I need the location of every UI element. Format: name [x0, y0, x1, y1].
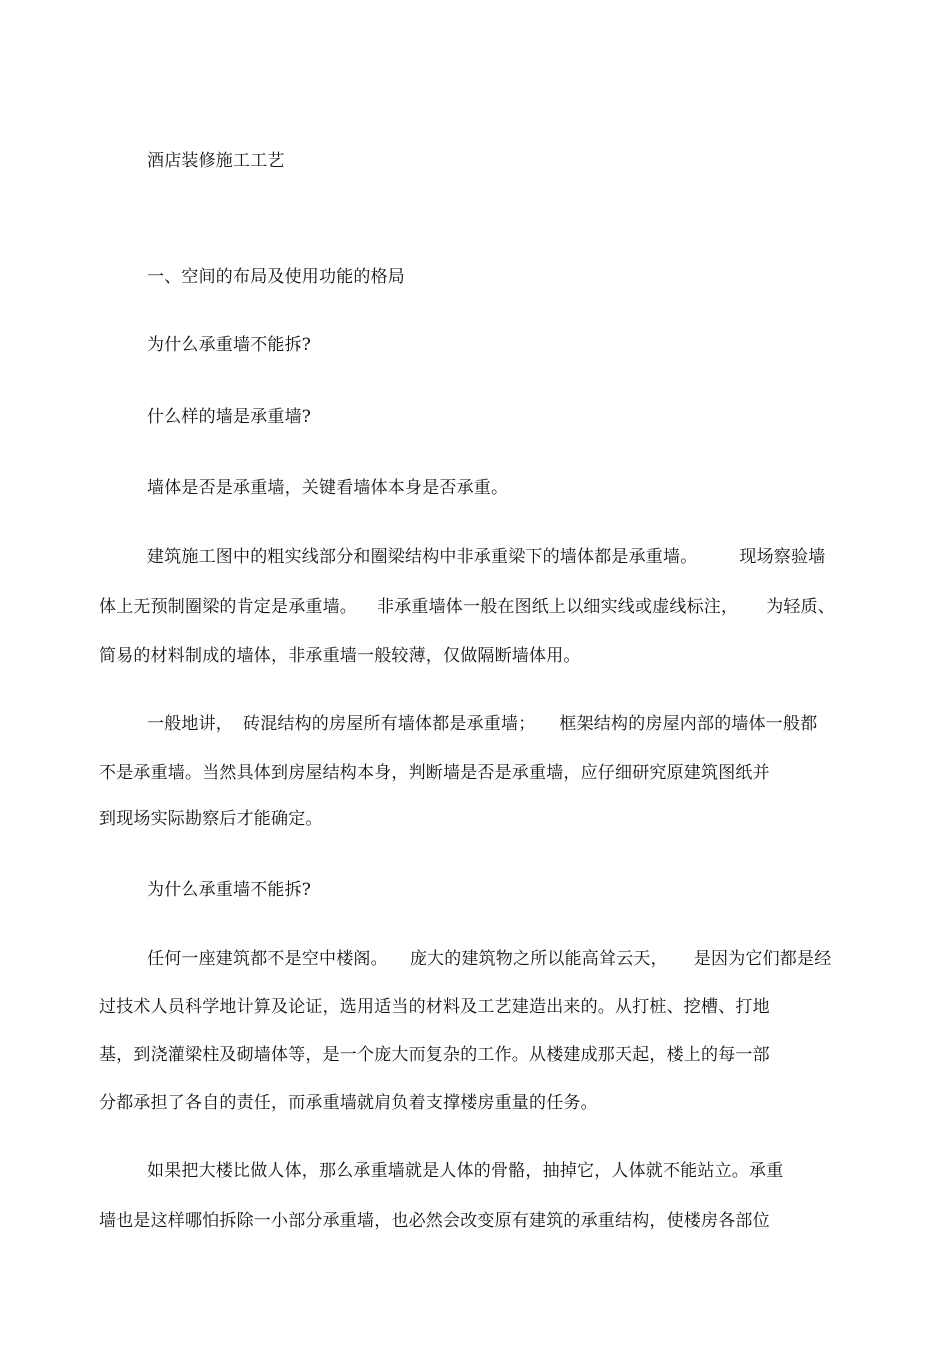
section-heading: 一、空间的布局及使用功能的格局	[147, 267, 405, 287]
paragraph-5-line-2: 墙也是这样哪怕拆除一小部分承重墙，也必然会改变原有建筑的承重结构，使楼房各部位	[99, 1211, 770, 1231]
paragraph-4-line-1	[147, 948, 831, 970]
paragraph-2-line-2-part-c: 为轻质、	[766, 597, 836, 617]
paragraph-4-line-1-part-c: 是因为它们都是经	[693, 949, 832, 969]
document-title: 酒店装修施工工艺	[147, 151, 285, 171]
paragraph-3-line-1	[147, 713, 817, 735]
paragraph-4-line-1-part-b: 庞大的建筑物之所以能高耸云天，	[409, 949, 668, 969]
paragraph-5-line-1: 如果把大楼比做人体，那么承重墙就是人体的骨骼，抽掉它，人体就不能站立。承重	[147, 1161, 784, 1181]
paragraph-2-line-1-part-a: 建筑施工图中的粗实线部分和圈梁结构中非承重梁下的墙体都是承重墙。	[147, 547, 698, 567]
paragraph-2-line-3: 简易的材料制成的墙体，非承重墙一般较薄，仅做隔断墙体用。	[99, 646, 581, 666]
paragraph-3-line-2: 不是承重墙。当然具体到房屋结构本身，判断墙是否是承重墙，应仔细研究原建筑图纸并	[99, 763, 770, 783]
paragraph-3-line-1-part-b: 砖混结构的房屋所有墙体都是承重墙；	[243, 714, 536, 734]
paragraph-4-line-3: 基，到浇灌梁柱及砌墙体等，是一个庞大而复杂的工作。从楼建成那天起，楼上的每一部	[99, 1045, 770, 1065]
paragraph-2-line-2-part-b: 非承重墙体一般在图纸上以细实线或虚线标注，	[377, 597, 739, 617]
paragraph-1: 墙体是否是承重墙，关键看墙体本身是否承重。	[147, 478, 509, 498]
paragraph-3-line-3: 到现场实际勘察后才能确定。	[99, 809, 323, 829]
question-what-is-load-bearing: 什么样的墙是承重墙?	[147, 407, 312, 427]
paragraph-3-line-1-part-c: 框架结构的房屋内部的墙体一般都	[559, 714, 818, 734]
paragraph-2-line-2	[99, 596, 835, 618]
question-why-not-remove-repeat: 为什么承重墙不能拆?	[147, 880, 312, 900]
paragraph-4-line-1-part-a: 任何一座建筑都不是空中楼阁。	[147, 949, 388, 969]
question-why-not-remove: 为什么承重墙不能拆?	[147, 335, 312, 355]
paragraph-2-line-2-part-a: 体上无预制圈梁的肯定是承重墙。	[99, 597, 357, 617]
paragraph-4-line-4: 分都承担了各自的责任，而承重墙就肩负着支撑楼房重量的任务。	[99, 1093, 598, 1113]
paragraph-2-line-1	[147, 546, 825, 568]
paragraph-2-line-1-part-b: 现场察验墙	[739, 547, 826, 567]
paragraph-3-line-1-part-a: 一般地讲，	[147, 714, 233, 734]
paragraph-4-line-2: 过技术人员科学地计算及论证，选用适当的材料及工艺建造出来的。从打桩、挖槽、打地	[99, 997, 770, 1017]
